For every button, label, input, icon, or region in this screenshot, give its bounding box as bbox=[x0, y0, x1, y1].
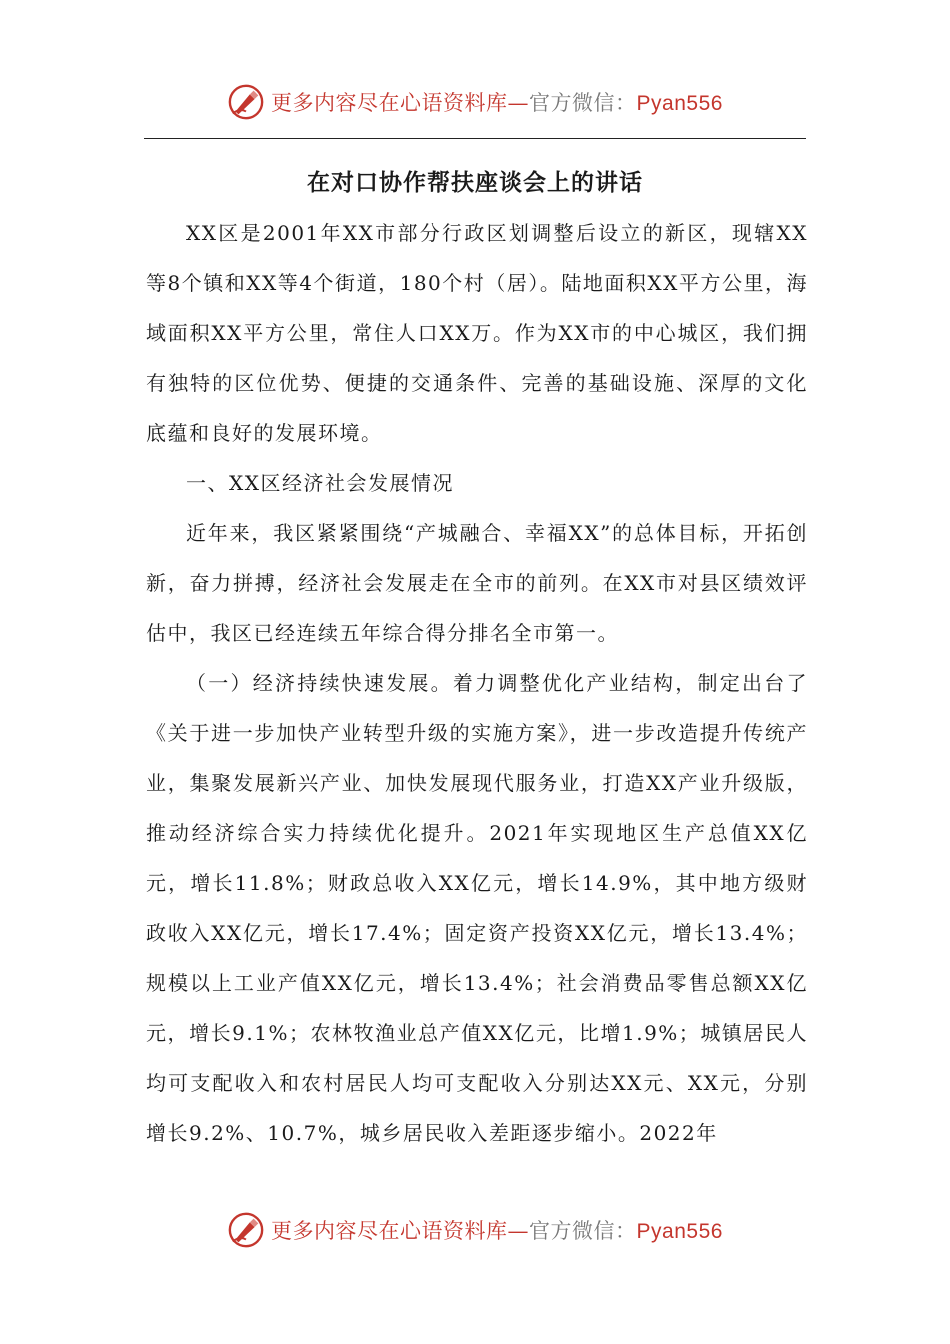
footer-banner bbox=[0, 1208, 950, 1252]
banner-site-text: 更多内容尽在心语资料库 bbox=[271, 91, 508, 115]
header-banner bbox=[0, 80, 950, 124]
document-body bbox=[146, 208, 808, 1158]
banner-wechat-label: 官方微信： bbox=[529, 91, 637, 115]
banner-site-text: 更多内容尽在心语资料库 bbox=[271, 1219, 508, 1243]
pen-nib-icon bbox=[227, 83, 265, 121]
document-title: 在对口协作帮扶座谈会上的讲话 bbox=[307, 170, 643, 196]
paragraph: 近年来，我区紧紧围绕“产城融合、幸福XX”的总体目标，开拓创新，奋力拼搏，经济社会发展走在全市的前列。在XX市对县区绩效评估中，我区已经连续五年综合得分排名全市第一。 bbox=[146, 521, 808, 645]
pen-nib-icon bbox=[227, 1211, 265, 1249]
banner-wechat-id: Pyan556 bbox=[636, 1220, 723, 1243]
paragraph: XX区是2001年XX市部分行政区划调整后设立的新区，现辖XX等8个镇和XX等4个街道，180个村（居）。陆地面积XX平方公里，海域面积XX平方公里，常住人口XX万。作为XX市的中心城区，我们拥有独特的区位优势、便捷的交通条件、完善的基础设施、深厚的文化底蕴和良好的发展环境。 bbox=[146, 221, 808, 445]
banner-separator: — bbox=[507, 91, 530, 115]
section-heading: 一、XX区经济社会发展情况 bbox=[186, 471, 454, 495]
banner-wechat-id: Pyan556 bbox=[636, 92, 723, 115]
header-divider bbox=[144, 138, 806, 139]
banner-separator: — bbox=[507, 1219, 530, 1243]
banner-wechat-label: 官方微信： bbox=[529, 1219, 637, 1243]
paragraph: （一）经济持续快速发展。着力调整优化产业结构，制定出台了《关于进一步加快产业转型升级的实施方案》，进一步改造提升传统产业，集聚发展新兴产业、加快发展现代服务业，打造XX产业升级版，推动经济综合实力持续优化提升。2021年实现地区生产总值XX亿元，增长11.8%；财政总收入XX亿元，增长14.9%，其中地方级财政收入XX亿元，增长17.4%；固定资产投资XX亿元，增长13.4%；规模以上工业产值XX亿元，增长13.4%；社会消费品零售总额XX亿元，增长9.1%；农林牧渔业总产值XX亿元，比增1.9%；城镇居民人均可支配收入和农村居民人均可支配收入分别达XX元、XX元，分别增长9.2%、10.7%，城乡居民收入差距逐步缩小。2022年 bbox=[146, 671, 808, 1145]
